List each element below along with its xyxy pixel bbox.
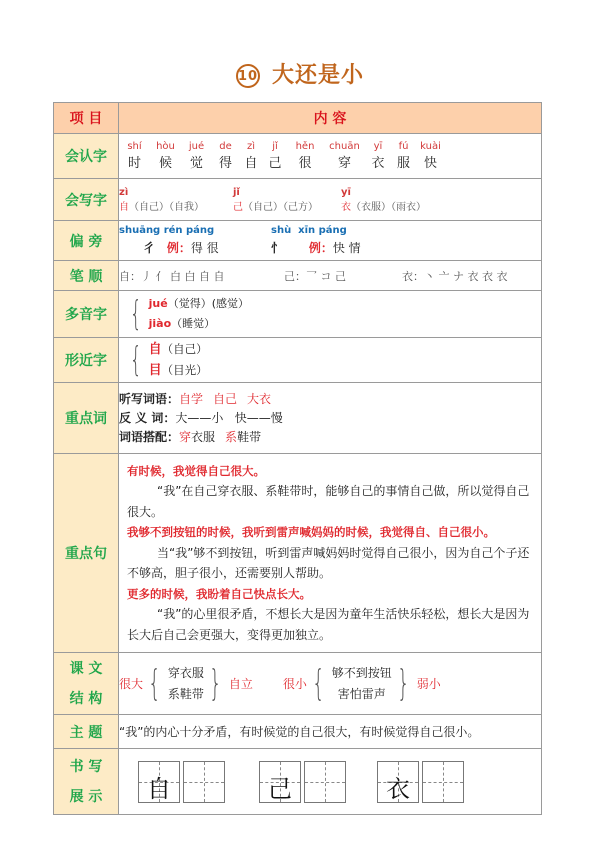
antonym-pairs: 大——小 快——慢 [175,410,283,425]
pinyin: jǐ [233,186,240,198]
brace-icon: { [312,662,325,704]
row-shuxie [54,749,542,815]
grid-char: 衣 [386,774,410,803]
radical-pinyin: shuāng rén páng [119,225,215,236]
row-label: 笔 顺 [54,261,119,291]
pinyin: shí [127,141,142,152]
writing-grid-empty[interactable] [422,761,464,803]
structure-head: 很小 [282,677,307,691]
char: 衣 [371,156,385,171]
verb: 穿 [179,429,192,444]
structure-result: 弱小 [416,677,441,691]
writing-grid-filled [259,761,301,803]
grid-char: 自 [147,774,171,803]
header-content: 内 容 [119,103,542,134]
row-duoyinzi [54,291,542,338]
sentence-explanation: “我”在自己穿衣服、系鞋带时，能够自己的事情自己做，所以觉得自己很大。 [127,484,530,519]
examples: 得 很 [190,241,219,255]
structure-head: 很大 [119,677,144,691]
strokes: 乛 コ 己 [306,269,346,283]
words: （自己）（自我） [129,201,204,213]
row-label: 重点句 [54,454,119,653]
grid-char: 己 [268,774,292,803]
row-label: 偏 旁 [54,221,119,261]
radical: 忄 [271,241,284,255]
pinyin: jué [188,141,205,152]
collocations [119,428,541,447]
row-label: 主 题 [54,715,119,749]
char-line [119,152,541,171]
object: 鞋带 [237,429,262,444]
write-char-item [119,187,233,213]
char: 穿 [337,156,351,171]
writing-grid-filled [377,761,419,803]
brace-close-icon: } [209,662,222,704]
row-zhongdianci [54,383,542,454]
similar-char-item [149,339,208,360]
theme-text: “我”的内心十分矛盾，有时候觉的自己很大，有时候觉得自己很小。 [119,715,542,749]
label-top: 课 文 [69,660,103,677]
char: 自 [148,342,162,357]
row-zhongdianju [54,454,542,653]
structure-item: 够不到按钮 [331,665,392,680]
row-bishun [54,261,542,291]
char: 己 [268,156,282,171]
pinyin: chuān [329,141,360,152]
dictation-words [119,390,541,409]
label-bottom: 结 构 [69,690,103,707]
row-xingjinzi [54,338,542,383]
lesson-table [53,102,542,815]
key-sentence: 我够不到按钮的时候，我听到雷声喊妈妈的时候，我觉得自、自己很小。 [127,525,495,540]
words: （睡觉） [171,317,216,330]
pinyin-line [119,141,541,152]
stroke-order-item [284,268,402,284]
pinyin: hěn [295,141,315,152]
brace-icon: { [129,340,142,380]
char: 衣 [341,201,351,213]
row-label: 会写字 [54,179,119,221]
word: 自学 [179,391,204,406]
structure-result: 自立 [228,677,253,691]
radical-item [271,225,361,256]
writing-grid-empty[interactable] [304,761,346,803]
header-item: 项 目 [54,103,119,134]
char: 快 [423,156,437,171]
strokes: 丿 亻 白 白 自 自 [141,269,225,283]
pinyin: hòu [156,141,175,152]
char: 自 [119,201,129,213]
row-content [119,454,542,653]
word: 自己 [213,391,238,406]
pinyin: yī [341,186,351,198]
strokes: 丶 亠 ナ 衣 衣 衣 [424,269,508,283]
lesson-number-badge: 10 [236,64,260,88]
dictation-label: 听写词语： [119,391,180,406]
row-label: 重点词 [54,383,119,454]
structure-right [283,663,441,705]
row-content [119,383,542,454]
row-content [119,653,542,715]
key-sentence: 更多的时候，我盼着自己快点长大。 [127,586,311,601]
pinyin: jué [148,297,168,310]
row-content [119,261,542,291]
lesson-title: 大还是小 [271,63,364,88]
stroke-order-item [402,268,507,284]
row-pianpang [54,221,542,261]
collocation-label: 词语搭配： [119,429,180,444]
sentence-explanation: “我”的心里很矛盾，不想长大是因为童年生活快乐轻松，想长大是因为长大后自己会更强大，变得更加独立。 [127,607,530,642]
row-content [119,134,542,179]
verb: 系 [225,429,238,444]
words: （衣服）（雨衣） [351,201,426,213]
words: （觉得）(感觉） [167,297,249,310]
char: 己 [233,201,243,213]
example-label: 例： [308,241,333,255]
pinyin: jiào [148,317,172,330]
char: 得 [218,156,232,171]
row-label [54,653,119,715]
label-bottom: 展 示 [69,788,103,805]
brace-icon: { [148,662,161,704]
pinyin: zì [246,141,256,152]
write-char-item [341,187,426,213]
structure-item: 穿衣服 [167,665,204,680]
radical: 彳 [143,241,156,255]
char: 自： [119,269,141,283]
char: 衣： [402,269,424,283]
object: 衣服 [191,429,216,444]
words: （目光） [161,363,208,377]
examples: 快 情 [332,241,361,255]
pinyin: zì [119,186,129,198]
char: 己： [284,269,306,283]
label-top: 书 写 [69,758,103,775]
pinyin: kuài [420,141,441,152]
row-huixiezi [54,179,542,221]
structure-item: 系鞋带 [167,686,204,701]
row-content [119,291,542,338]
char: 很 [298,156,312,171]
words: （自己） [161,342,208,356]
polyphone-item [149,314,249,334]
pinyin: de [219,141,232,152]
row-label [54,749,119,815]
writing-grid-empty[interactable] [183,761,225,803]
key-sentence: 有时候，我觉得自己很大。 [127,463,265,478]
antonym-label: 反 义 词： [119,410,176,425]
page-title [0,58,600,89]
radical-item [119,225,271,256]
sentence-explanation: 当“我”够不到按钮，听到雷声喊妈妈时觉得自己很小，因为自己个子还不够高，胆子很小，还需要别人帮助。 [127,545,530,581]
stroke-order-item [119,268,284,284]
char: 觉 [189,156,203,171]
word: 大衣 [247,391,272,406]
pinyin: yī [373,141,383,152]
row-content [119,749,542,815]
radical-pinyin: shù xīn páng [271,225,347,236]
brace-icon: { [129,294,142,334]
row-label: 会认字 [54,134,119,179]
row-label: 多音字 [54,291,119,338]
char: 目 [148,363,162,378]
brace-close-icon: } [396,662,410,704]
structure-left [119,663,253,705]
row-label: 形近字 [54,338,119,383]
char: 服 [396,156,410,171]
row-jiegou [54,653,542,715]
pinyin: jǐ [272,141,278,152]
char: 时 [127,156,141,171]
polyphone-item [149,294,249,314]
row-content [119,338,542,383]
structure-item: 害怕雷声 [337,686,386,701]
row-huirenzi [54,134,542,179]
similar-char-item [149,360,208,381]
char: 候 [158,156,172,171]
example-label: 例： [166,241,191,255]
row-zhuti [54,715,542,749]
words: （自己）（己方） [243,201,318,213]
antonyms [119,409,541,428]
write-char-item [233,187,341,213]
row-content [119,179,542,221]
table-header-row [54,103,542,134]
char: 自 [244,156,258,171]
pinyin: fú [398,141,409,152]
row-content [119,221,542,261]
writing-grid-filled [138,761,180,803]
